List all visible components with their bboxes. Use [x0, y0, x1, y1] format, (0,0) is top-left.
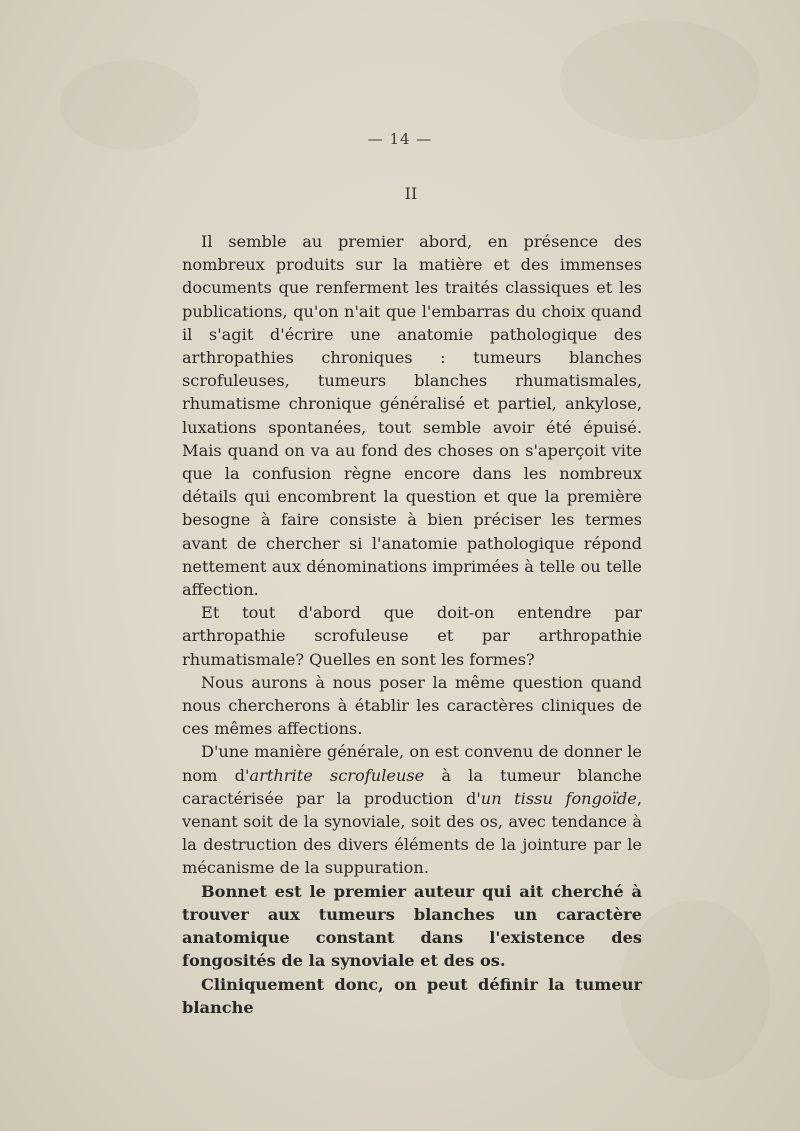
paragraph [182, 740, 642, 879]
text-segment: Bonnet est le premier auteur qui ait cherché à trouver aux tumeurs blanches un caractère anatomique constant dans l'existence des fongosités de la synoviale et des os. [182, 881, 642, 971]
section-heading: II [404, 184, 418, 203]
text-segment: D'une manière générale, on est convenu de donner le nom d' [182, 742, 642, 785]
paragraph [182, 880, 642, 973]
page-number: — 14 — [367, 130, 433, 148]
text-segment: , venant soit de la synoviale, soit des os, avec tendance à la destruction des divers éléments de la jointure par le mécanisme de la suppuration. [182, 788, 642, 878]
text-segment: à la tumeur blanche caractérisée par la production d' [182, 765, 642, 808]
paragraph [182, 230, 642, 601]
text-segment: Il semble au premier abord, en présence des nombreux produits sur la matière et des immenses documents que renferment les traités classiques et les publications, qu'on n'ait que l'embarras du choix quand il s'agit d'écrire une anatomie pathologique des arthropathies chroniques : tumeurs blanches scrofuleuses, tumeurs blanches rhumatismales, rhumatisme chronique généralisé et partiel, ankylose, luxations spontanées, tout semble avoir été épuisé. Mais quand on va au fond des choses on s'aperçoit vite que la confusion règne encore dans les nombreux détails qui encombrent la question et que la première besogne à faire consiste à bien préciser les termes avant de chercher si l'anatomie pathologique répond nettement aux dénominations imprimées à telle ou telle affection. [182, 232, 642, 600]
paper-stain [560, 20, 760, 140]
paragraph [182, 973, 642, 1019]
paper-stain [620, 900, 770, 1080]
paragraph [182, 601, 642, 671]
italic-term: un tissu fongoïde [480, 788, 637, 808]
body-text [182, 230, 642, 1019]
text-segment: Cliniquement donc, on peut définir la tumeur blanche [182, 974, 642, 1017]
italic-term: arthrite scrofuleuse [249, 765, 425, 785]
text-segment: Et tout d'abord que doit-on entendre par arthropathie scrofuleuse et par arthropathie rhumatismale? Quelles en sont les formes? [182, 603, 642, 669]
paragraph [182, 671, 642, 741]
text-segment: Nous aurons à nous poser la même question quand nous chercherons à établir les caractères cliniques de ces mêmes affections. [182, 672, 642, 739]
